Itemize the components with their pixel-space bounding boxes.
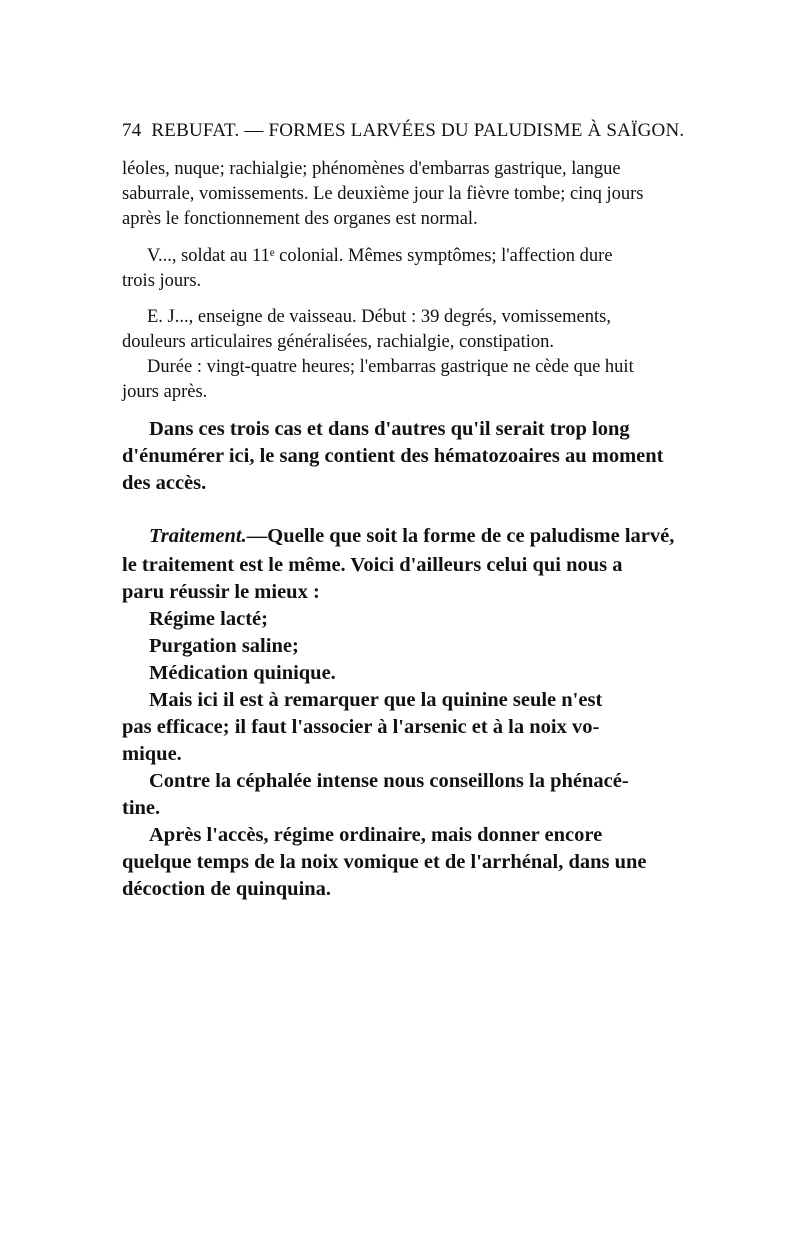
- paragraph-1-line-2: saburrale, vomissements. Le deuxième jour la fièvre tombe; cinq jours: [122, 184, 644, 204]
- paragraph-8-line-2: tine.: [122, 797, 161, 819]
- paragraph-9-line-1: Après l'accès, régime ordinaire, mais donner encore: [149, 824, 603, 846]
- paragraph-6-line-2: le traitement est le même. Voici d'ailleurs celui qui nous a: [122, 554, 623, 576]
- treatment-item-1: Régime lacté;: [149, 608, 268, 630]
- paragraph-5-line-1: Dans ces trois cas et dans d'autres qu'il serait trop long: [149, 418, 630, 440]
- treatment-item-3: Médication quinique.: [149, 662, 336, 684]
- paragraph-5-line-3: des accès.: [122, 472, 207, 494]
- paragraph-7-line-1: Mais ici il est à remarquer que la quinine seule n'est: [149, 689, 603, 711]
- paragraph-6-line-3: paru réussir le mieux :: [122, 581, 320, 603]
- paragraph-7-line-3: mique.: [122, 743, 182, 765]
- paragraph-1-line-3: après le fonctionnement des organes est normal.: [122, 209, 478, 229]
- section-title-traitement: Traitement.: [149, 525, 247, 547]
- paragraph-6-line-1-rest: —Quelle que soit la forme de ce paludisme larvé,: [246, 525, 675, 547]
- paragraph-1-line-1: léoles, nuque; rachialgie; phénomènes d'embarras gastrique, langue: [122, 159, 621, 179]
- paragraph-9-line-3: décoction de quinquina.: [122, 878, 332, 900]
- page-number: 74: [122, 120, 142, 141]
- paragraph-3-line-1: E. J..., enseigne de vaisseau. Début : 39 degrés, vomissements,: [147, 307, 611, 327]
- paragraph-9-line-2: quelque temps de la noix vomique et de l'arrhénal, dans une: [122, 851, 647, 873]
- paragraph-8-line-1: Contre la céphalée intense nous conseillons la phénacé-: [149, 770, 629, 792]
- paragraph-5-line-2: d'énumérer ici, le sang contient des hématozoaires au moment: [122, 445, 664, 467]
- paragraph-4-line-1: Durée : vingt-quatre heures; l'embarras gastrique ne cède que huit: [147, 357, 634, 377]
- paragraph-6-line-1: [149, 524, 674, 548]
- running-title: REBUFAT. — FORMES LARVÉES DU PALUDISME À SAÏGON.: [151, 120, 685, 141]
- paragraph-2-line-1: V..., soldat au 11ᵉ colonial. Mêmes symptômes; l'affection dure: [147, 246, 613, 266]
- paragraph-4-line-2: jours après.: [122, 382, 208, 402]
- paragraph-7-line-2: pas efficace; il faut l'associer à l'arsenic et à la noix vo-: [122, 716, 600, 738]
- paragraph-3-line-2: douleurs articulaires généralisées, rachialgie, constipation.: [122, 332, 555, 352]
- treatment-item-2: Purgation saline;: [149, 635, 299, 657]
- running-header: [122, 120, 685, 142]
- paragraph-2-line-2: trois jours.: [122, 271, 202, 291]
